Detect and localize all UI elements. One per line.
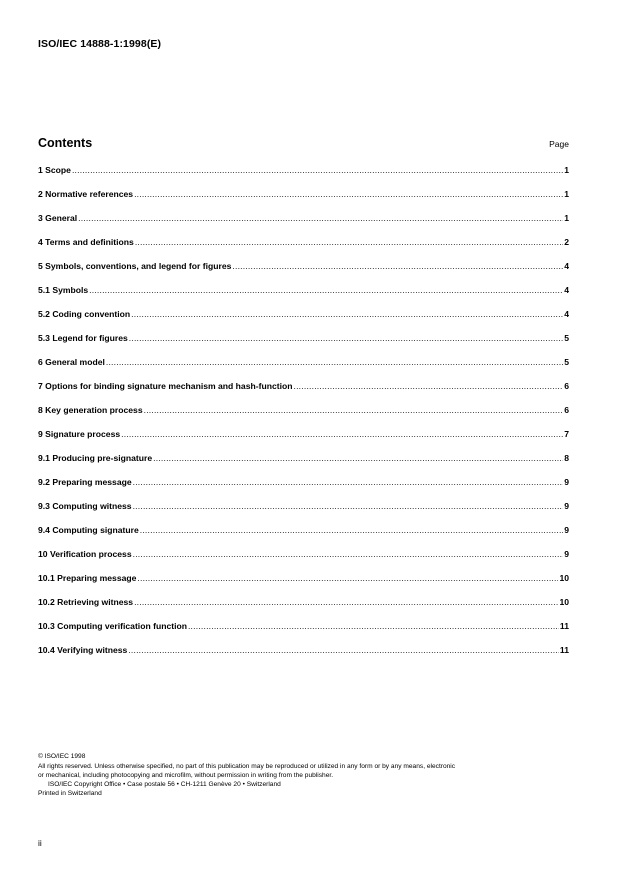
toc-entry[interactable]: [38, 549, 569, 573]
toc-entry-title: 10.2 Retrieving witness: [38, 597, 134, 607]
toc-dot-leader: [144, 405, 564, 415]
toc-entry-title: 3 General: [38, 213, 78, 223]
toc-entry[interactable]: [38, 261, 569, 285]
toc-entry[interactable]: [38, 405, 569, 429]
toc-dot-leader: [129, 333, 563, 343]
toc-entry-title: 8 Key generation process: [38, 405, 143, 415]
toc-entry[interactable]: [38, 573, 569, 597]
toc-entry-page: 9: [564, 525, 569, 535]
toc-entry-page: 1: [564, 213, 569, 223]
toc-entry-page: 2: [564, 237, 569, 247]
toc-entry-title: 6 General model: [38, 357, 105, 367]
toc-entry[interactable]: [38, 501, 569, 525]
toc-entry-title: 2 Normative references: [38, 189, 134, 199]
toc-dot-leader: [106, 357, 563, 367]
toc-entry[interactable]: [38, 621, 569, 645]
toc-dot-leader: [134, 189, 563, 199]
copyright-office-address: ISO/IEC Copyright Office • Case postale 56 • CH-1211 Genève 20 • Switzerland: [48, 781, 281, 788]
toc-entry[interactable]: [38, 381, 569, 405]
toc-dot-leader: [121, 429, 563, 439]
toc-dot-leader: [294, 381, 564, 391]
toc-entry-title: 9.1 Producing pre-signature: [38, 453, 153, 463]
toc-entry-title: 10.3 Computing verification function: [38, 621, 187, 631]
toc-entry-page: 1: [564, 165, 569, 175]
toc-entry-page: 1: [564, 189, 569, 199]
toc-dot-leader: [133, 549, 564, 559]
toc-entry-page: 11: [559, 621, 569, 631]
toc-entry[interactable]: [38, 429, 569, 453]
toc-entry-page: 10: [559, 597, 569, 607]
toc-dot-leader: [72, 165, 563, 175]
toc-entry[interactable]: [38, 213, 569, 237]
toc-entry-page: 9: [564, 501, 569, 511]
toc-dot-leader: [134, 597, 558, 607]
toc-entry-page: 6: [564, 405, 569, 415]
printed-in-line: Printed in Switzerland: [38, 790, 102, 797]
rights-text-line-2: or mechanical, including photocopying and microfilm, without permission in writing from the publisher.: [38, 772, 334, 779]
toc-entry[interactable]: [38, 285, 569, 309]
toc-dot-leader: [133, 501, 564, 511]
toc-entry-page: 6: [564, 381, 569, 391]
toc-entry-title: 9.2 Preparing message: [38, 477, 132, 487]
toc-entry[interactable]: [38, 333, 569, 357]
toc-entry-page: 4: [564, 285, 569, 295]
toc-entry[interactable]: [38, 189, 569, 213]
toc-entry[interactable]: [38, 525, 569, 549]
toc-dot-leader: [78, 213, 563, 223]
toc-entry[interactable]: [38, 237, 569, 261]
toc-entry-title: 7 Options for binding signature mechanism and hash-function: [38, 381, 293, 391]
rights-text-line-1: All rights reserved. Unless otherwise specified, no part of this publication may be reproduced or utilized in any form or by any means, electronic: [38, 763, 456, 770]
page-column-label: Page: [549, 139, 569, 149]
toc-dot-leader: [89, 285, 563, 295]
toc-entry[interactable]: [38, 309, 569, 333]
toc-dot-leader: [135, 237, 563, 247]
toc-entry-page: 4: [564, 309, 569, 319]
toc-entry-title: 5.2 Coding convention: [38, 309, 131, 319]
toc-entry-title: 10 Verification process: [38, 549, 132, 559]
toc-entry[interactable]: [38, 453, 569, 477]
toc-dot-leader: [188, 621, 559, 631]
toc-entry-title: 1 Scope: [38, 165, 71, 175]
document-id: ISO/IEC 14888-1:1998(E): [38, 38, 162, 50]
toc-entry[interactable]: [38, 165, 569, 189]
toc-entry-page: 7: [564, 429, 569, 439]
copyright-line: © ISO/IEC 1998: [38, 753, 86, 760]
toc-entry-title: 10.1 Preparing message: [38, 573, 137, 583]
page-number: ii: [38, 838, 42, 848]
toc-dot-leader: [131, 309, 563, 319]
toc-entry-title: 5 Symbols, conventions, and legend for figures: [38, 261, 232, 271]
toc-entry-page: 11: [559, 645, 569, 655]
toc-entry-page: 4: [564, 261, 569, 271]
toc-entry-title: 9.3 Computing witness: [38, 501, 132, 511]
toc-entry[interactable]: [38, 477, 569, 501]
toc-entry-page: 8: [564, 453, 569, 463]
toc-dot-leader: [140, 525, 563, 535]
toc-entry-page: 9: [564, 549, 569, 559]
toc-entry-page: 10: [559, 573, 569, 583]
contents-title: Contents: [38, 136, 93, 150]
toc-entry-title: 5.1 Symbols: [38, 285, 89, 295]
toc-entry-page: 5: [564, 333, 569, 343]
toc-entry-page: 9: [564, 477, 569, 487]
toc-dot-leader: [232, 261, 563, 271]
toc-entry[interactable]: [38, 357, 569, 381]
toc-dot-leader: [128, 645, 559, 655]
copyright-footer: [38, 752, 573, 798]
toc-entry[interactable]: [38, 597, 569, 621]
toc-dot-leader: [153, 453, 563, 463]
toc-entry-title: 9 Signature process: [38, 429, 121, 439]
toc-entry-title: 4 Terms and definitions: [38, 237, 134, 247]
toc-entry-title: 9.4 Computing signature: [38, 525, 139, 535]
table-of-contents: [38, 165, 569, 669]
toc-entry[interactable]: [38, 645, 569, 669]
toc-entry-title: 5.3 Legend for figures: [38, 333, 128, 343]
toc-entry-title: 10.4 Verifying witness: [38, 645, 128, 655]
toc-dot-leader: [133, 477, 564, 487]
toc-dot-leader: [137, 573, 558, 583]
toc-entry-page: 5: [564, 357, 569, 367]
